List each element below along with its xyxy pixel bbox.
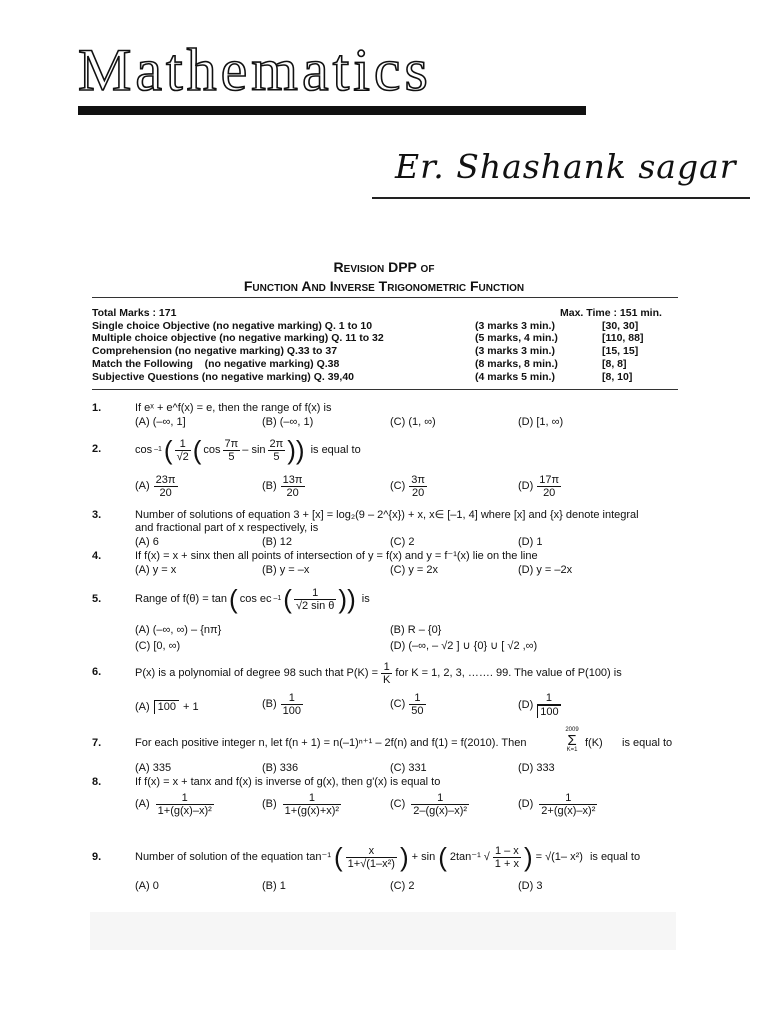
option-c: (C) 2 [390, 880, 415, 892]
summation [561, 727, 583, 754]
fraction: $\frac{x}{\text{1+√(1–x²)}}$ [347, 844, 395, 870]
expr-text: + sin [411, 850, 436, 863]
option-b: (B) R – {0} [390, 624, 442, 636]
question-text: and fractional part of x respectively, is [135, 522, 319, 534]
option-a: (A) 100 + 1 [135, 700, 199, 713]
question-expression: Range of f(θ) = tan ( cos ec –1 ( $\frac{1}{\text{√2 sin θ}}$ )) is [135, 584, 370, 614]
sigma-icon: Σ [567, 732, 577, 749]
question-number: 3. [92, 509, 102, 521]
expr-text: cos [135, 443, 153, 456]
summary-divider [92, 389, 678, 390]
option-c: (C) $\frac{1}{50}$ [390, 692, 424, 717]
summary-row-marks: (3 marks 3 min.) [475, 320, 555, 332]
option-d: (D) 333 [518, 762, 555, 774]
option-c: (C) y = 2x [390, 564, 438, 576]
option-d: (D) 1 [518, 536, 543, 548]
expr-text: for K = 1, 2, 3, ……. 99. The value of P(100) is [395, 666, 622, 679]
option-d: (D) $\frac{17\pi}{20}$ [518, 474, 560, 499]
summary-row-marks: (5 marks, 4 min.) [475, 332, 558, 344]
option-b: (B) $\frac{1}{100}$ [262, 692, 302, 717]
option-d: (D) $\frac{1}{\text{2+(g(x)–x)²}}$ [518, 792, 596, 817]
option-d: (D) y = –2x [518, 564, 573, 576]
faded-watermark [90, 912, 676, 950]
expr-text: Number of solution of the equation tan⁻¹ [135, 850, 331, 863]
brand-title: Mathematics [78, 37, 432, 103]
option-c: (C) (1, ∞) [390, 416, 436, 428]
option-a: (A) $\frac{1}{\text{1+(g(x)–x)²}}$ [135, 792, 212, 817]
max-time: Max. Time : 151 min. [560, 307, 662, 319]
fraction: $\frac{1}{√2}$ [176, 437, 189, 463]
option-c: (C) $\frac{1}{\text{2–(g(x)–x)²}}$ [390, 792, 468, 817]
summary-row-total: [30, 30] [602, 320, 639, 332]
question-expression: cos –1 ( $\frac{1}{√2}$ ( cos $\frac{7\pi}{5}$ – sin $\frac{2\pi}{5}$ )) is equal to [135, 435, 361, 465]
total-marks: Total Marks : 171 [92, 307, 177, 319]
sum-upper-limit: 2009 [565, 727, 579, 733]
expr-text: f(K) [585, 737, 603, 749]
question-number: 8. [92, 776, 102, 788]
fraction: $\frac{1 - x}{1 + x}$ [494, 844, 519, 870]
option-a: (A) $\frac{23\pi}{20}$ [135, 474, 176, 499]
question-text: For each positive integer n, let f(n + 1) = n(–1)ⁿ⁺¹ – 2f(n) and f(1) = f(2010). Then [135, 737, 527, 749]
summary-row-total: [110, 88] [602, 332, 644, 344]
fraction: $\frac{1}{\text{√2 sin θ}}$ [295, 586, 335, 612]
summary-row-label: Multiple choice objective (no negative marking) Q. 11 to 32 [92, 332, 384, 344]
option-c: (C) [0, ∞) [135, 640, 181, 652]
option-b: (B) 12 [262, 536, 292, 548]
summary-row-total: [8, 10] [602, 371, 633, 383]
fraction: $\frac{1}{K}$ [383, 660, 391, 686]
author-signature: Er. Shashank sagar [395, 147, 737, 186]
expr-text: cos [203, 443, 221, 456]
question-text: If eˣ + e^f(x) = e, then the range of f(x) is [135, 402, 332, 414]
summary-row-total: [15, 15] [602, 345, 639, 357]
option-c: (C) 2 [390, 536, 415, 548]
question-number: 2. [92, 443, 102, 455]
summary-row-marks: (3 marks 3 min.) [475, 345, 555, 357]
question-number: 5. [92, 593, 102, 605]
option-c: (C) 331 [390, 762, 427, 774]
summary-row-label: Subjective Questions (no negative marking) Q. 39,40 [92, 371, 354, 383]
question-expression [135, 657, 622, 689]
sum-lower-limit: K=1 [566, 747, 578, 753]
summary-row-label: Comprehension (no negative marking) Q.33 to 37 [92, 345, 338, 357]
summary-row-marks: (4 marks 5 min.) [475, 371, 555, 383]
summary-row-marks: (8 marks, 8 min.) [475, 358, 558, 370]
option-d: (D) [1, ∞) [518, 416, 564, 428]
option-d: (D) (–∞, – √2 ] ∪ {0} ∪ [ √2 ,∞) [390, 640, 538, 652]
option-b: (B) y = –x [262, 564, 310, 576]
expr-text: is equal to [589, 850, 641, 863]
question-text: Number of solutions of equation 3 + [x] = log₂(9 – 2^{x}) + x, x∈ [–1, 4] where [x] and {x} denote integral [135, 509, 639, 521]
question-number: 4. [92, 550, 102, 562]
expr-text: is equal to [310, 443, 361, 456]
option-c: (C) $\frac{3\pi}{20}$ [390, 474, 425, 499]
summary-row-total: [8, 8] [602, 358, 627, 370]
question-text: If f(x) = x + tanx and f(x) is inverse of g(x), then g'(x) is equal to [135, 776, 441, 788]
question-number: 6. [92, 666, 102, 678]
factorial-value: 100 [154, 700, 179, 714]
expr-text: – sin [242, 443, 266, 456]
question-text: If f(x) = x + sinx then all points of intersection of y = f(x) and y = f⁻¹(x) lie on the line [135, 550, 538, 562]
option-b: (B) $\frac{1}{\text{1+(g(x)+x)²}}$ [262, 792, 340, 817]
option-a: (A) 335 [135, 762, 172, 774]
option-a: (A) 0 [135, 880, 159, 892]
expr-text: P(x) is a polynomial of degree 98 such that P(K) = [135, 666, 379, 679]
option-d: (D) $\frac{1}{100}$ [518, 692, 559, 718]
option-b: (B) (–∞, 1) [262, 416, 314, 428]
option-a: (A) y = x [135, 564, 177, 576]
option-b: (B) $\frac{13\pi}{20}$ [262, 474, 303, 499]
summary-row-label: Match the Following (no negative marking) Q.38 [92, 358, 340, 370]
brand-underline [78, 106, 586, 115]
option-a: (A) 6 [135, 536, 159, 548]
signature-underline [372, 197, 750, 199]
option-d: (D) 3 [518, 880, 543, 892]
sqrt-icon: √ [483, 850, 490, 863]
question-number: 1. [92, 402, 102, 414]
fraction: $\frac{2\pi}{5}$ [269, 437, 284, 463]
question-expression: Number of solution of the equation tan⁻¹ ( $\frac{x}{\text{1+√(1–x²)}}$ ) + sin ( 2tan⁻¹ √ $\frac{1 - x}{1 + x}$ ) = √(1– x²) is equal to [135, 842, 641, 872]
document-title-line2: Function And Inverse Trigonometric Function [243, 278, 525, 294]
question-number: 7. [92, 737, 102, 749]
question-number: 9. [92, 851, 102, 863]
summary-row-label: Single choice Objective (no negative marking) Q. 1 to 10 [92, 320, 373, 332]
expr-text: Range of f(θ) = tan [135, 592, 228, 605]
expr-text: is equal to [622, 737, 673, 749]
option-a: (A) (–∞, ∞) – {nπ} [135, 624, 222, 636]
option-a: (A) (–∞, 1] [135, 416, 186, 428]
expr-text: is [361, 592, 370, 605]
option-b: (B) 336 [262, 762, 299, 774]
expr-text: = √(1– x²) [535, 850, 583, 863]
option-b: (B) 1 [262, 880, 286, 892]
expr-text: cos ec [239, 592, 272, 605]
fraction: $\frac{7\pi}{5}$ [224, 437, 239, 463]
title-divider [92, 297, 678, 298]
document-title-line1: Revision DPP of [333, 259, 435, 275]
expr-text: 2tan⁻¹ [449, 850, 481, 863]
